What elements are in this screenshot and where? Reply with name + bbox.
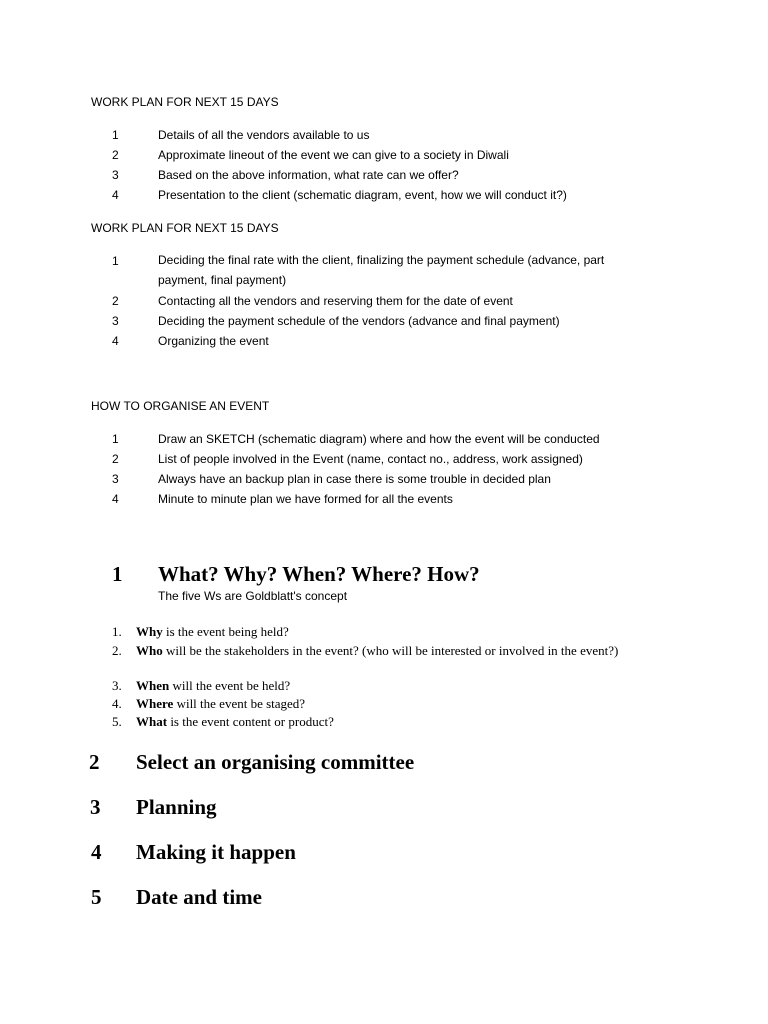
list-item-number: 2 <box>112 148 119 162</box>
numbered-item <box>136 624 289 640</box>
numbered-item-number: 2. <box>112 643 122 658</box>
numbered-item-keyword: Who <box>136 643 163 658</box>
list-item: Draw an SKETCH (schematic diagram) where and how the event will be conducted <box>158 432 600 446</box>
list-item-number: 4 <box>112 188 119 202</box>
numbered-item-keyword: When <box>136 678 170 693</box>
numbered-item-keyword: Why <box>136 624 163 639</box>
numbered-item-text: will be the stakeholders in the event? (who will be interested or involved in the event?) <box>162 643 619 658</box>
step-number: 3 <box>90 795 101 819</box>
list-item-number: 2 <box>112 294 119 308</box>
list-item: Deciding the payment schedule of the vendors (advance and final payment) <box>158 314 560 328</box>
list-item-number: 1 <box>112 128 119 142</box>
list-item: Deciding the final rate with the client, finalizing the payment schedule (advance, part payment, final payment) <box>158 253 605 287</box>
numbered-item-number: 5. <box>112 714 122 729</box>
list-item-number: 3 <box>112 168 119 182</box>
step-number: 2 <box>89 750 100 774</box>
list-item-number: 1 <box>112 432 119 446</box>
list-item: Organizing the event <box>158 334 269 348</box>
list-item-number: 3 <box>112 314 119 328</box>
list-item-number: 4 <box>112 334 119 348</box>
list-item: Minute to minute plan we have formed for all the events <box>158 492 453 506</box>
section-heading-work-plan-2: WORK PLAN FOR NEXT 15 DAYS <box>91 221 279 235</box>
numbered-item <box>136 714 334 730</box>
step-title-planning: Planning <box>136 795 217 819</box>
five-ws-subtitle: The five Ws are Goldblatt's concept <box>158 589 348 603</box>
list-item: List of people involved in the Event (name, contact no., address, work assigned) <box>158 452 583 466</box>
list-item: Based on the above information, what rate can we offer? <box>158 168 459 182</box>
numbered-item-text: will the event be held? <box>169 678 291 693</box>
step-title-organising-committee: Select an organising committee <box>136 750 415 774</box>
step-number: 1 <box>112 562 123 586</box>
step-title-date-and-time: Date and time <box>136 885 262 909</box>
step-number: 5 <box>91 885 102 909</box>
numbered-item <box>136 696 305 712</box>
list-item-number: 2 <box>112 452 119 466</box>
list-item: Contacting all the vendors and reserving them for the date of event <box>158 294 513 308</box>
section-heading-work-plan-1: WORK PLAN FOR NEXT 15 DAYS <box>91 95 279 109</box>
list-item: Presentation to the client (schematic diagram, event, how we will conduct it?) <box>158 188 567 202</box>
section-heading-how-to-organise: HOW TO ORGANISE AN EVENT <box>91 399 270 413</box>
numbered-item-keyword: Where <box>136 696 174 711</box>
step-title-making-it-happen: Making it happen <box>136 840 296 864</box>
list-item: Always have an backup plan in case there is some trouble in decided plan <box>158 472 551 486</box>
numbered-item-keyword: What <box>136 714 168 729</box>
step-title-five-ws: What? Why? When? Where? How? <box>158 562 480 586</box>
numbered-item <box>136 642 656 659</box>
list-item: Approximate lineout of the event we can give to a society in Diwali <box>158 148 509 162</box>
numbered-item-number: 3. <box>112 678 122 693</box>
list-item: Details of all the vendors available to us <box>158 128 370 142</box>
list-item-number: 3 <box>112 472 119 486</box>
numbered-item-number: 1. <box>112 624 122 639</box>
numbered-item-number: 4. <box>112 696 122 711</box>
numbered-item <box>136 678 290 694</box>
numbered-item-text: will the event be staged? <box>173 696 306 711</box>
numbered-item-text: is the event being held? <box>162 624 289 639</box>
numbered-item-text: is the event content or product? <box>167 714 334 729</box>
list-item-number: 1 <box>112 254 119 268</box>
step-number: 4 <box>91 840 102 864</box>
list-item-number: 4 <box>112 492 119 506</box>
